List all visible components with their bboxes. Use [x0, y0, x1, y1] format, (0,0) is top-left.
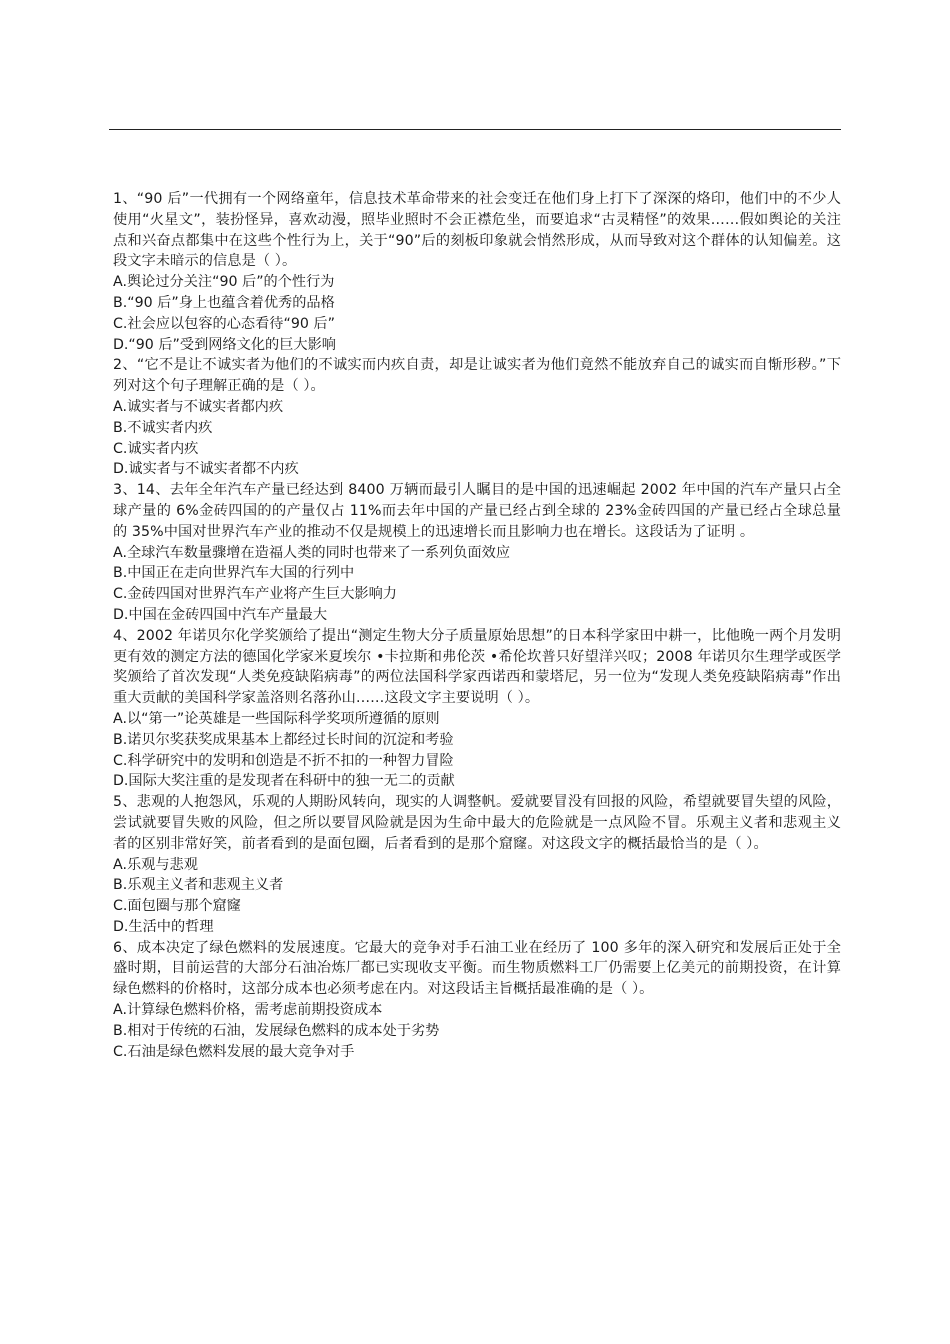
option-b: B.中国正在走向世界汽车大国的行列中	[113, 565, 355, 582]
question-5	[113, 792, 841, 938]
option-b: B.诺贝尔奖获奖成果基本上都经过长时间的沉淀和考验	[113, 731, 454, 748]
question-2	[113, 355, 841, 480]
option-a: A.舆论过分关注“90 后”的个性行为	[113, 274, 335, 291]
question-4	[113, 626, 841, 792]
option-d: D.诚实者与不诚实者都不内疚	[113, 461, 299, 478]
option-c: C.诚实者内疚	[113, 440, 199, 457]
document-body	[113, 189, 841, 1062]
header-rule	[109, 129, 841, 130]
option-c: C.金砖四国对世界汽车产业将产生巨大影响力	[113, 586, 397, 603]
question-3	[113, 480, 841, 626]
option-d: D.国际大奖注重的是发现者在科研中的独一无二的贡献	[113, 773, 455, 790]
option-a: A.以“第一”论英雄是一些国际科学奖项所遵循的原则	[113, 710, 440, 727]
option-c: C.社会应以包容的心态看待“90 后”	[113, 315, 335, 332]
question-stem: 3、14、去年全年汽车产量已经达到 8400 万辆而最引人瞩目的是中国的迅速崛起 2002 年中国的汽车产量只占全球产量的 6%金砖四国的的产量仅占 11%而去年中国的产量已经占到全球的 23%金砖四国的产量已经占全球总量的 35%中国对世界汽车产业的推动不仅是规模上的迅速增长而且影响力也在增长。这段话为了证明 。	[113, 482, 841, 540]
option-d: D.“90 后”受到网络文化的巨大影响	[113, 336, 336, 353]
question-6	[113, 938, 841, 1063]
option-a: A.乐观与悲观	[113, 856, 198, 873]
option-c: C.面包圈与那个窟窿	[113, 898, 241, 915]
option-a: A.诚实者与不诚实者都内疚	[113, 398, 284, 415]
option-c: C.科学研究中的发明和创造是不折不扣的一种智力冒险	[113, 752, 454, 769]
option-d: D.生活中的哲理	[113, 918, 214, 935]
option-b: B.不诚实者内疚	[113, 419, 213, 436]
question-stem: 6、成本决定了绿色燃料的发展速度。它最大的竞争对手石油工业在经历了 100 多年的深入研究和发展后正处于全盛时期，目前运营的大部分石油冶炼厂都已实现收支平衡。而生物质燃料工厂仍需要上亿美元的前期投资，在计算绿色燃料的价格时，这部分成本也必须考虑在内。对这段话主旨概括最准确的是（ ）。	[113, 939, 841, 998]
option-a: A.全球汽车数量骤增在造福人类的同时也带来了一系列负面效应	[113, 544, 511, 561]
option-a: A.计算绿色燃料价格，需考虑前期投资成本	[113, 1002, 383, 1019]
question-1	[113, 189, 841, 355]
question-stem: 4、2002 年诺贝尔化学奖颁给了提出“测定生物大分子质量原始思想”的日本科学家田中耕一，比他晚一两个月发明更有效的测定方法的德国化学家米夏埃尔 •卡拉斯和弗伦茨 •希伦坎普只好望洋兴叹；2008 年诺贝尔生理学或医学奖颁给了首次发现“人类免疫缺陷病毒”的两位法国科学家西诺西和蒙塔尼，另一位为“发现人类免疫缺陷病毒”作出重大贡献的美国科学家盖洛则名落孙山……这段文字主要说明（ ）。	[113, 627, 841, 707]
question-stem: 1、“90 后”一代拥有一个网络童年，信息技术革命带来的社会变迁在他们身上打下了深深的烙印，他们中的不少人使用“火星文”，装扮怪异，喜欢动漫，照毕业照时不会正襟危坐，而要追求“古灵精怪”的效果……假如舆论的关注点和兴奋点都集中在这些个性行为上，关于“90”后的刻板印象就会悄然形成，从而导致对这个群体的认知偏差。这段文字未暗示的信息是（ ）。	[113, 191, 841, 270]
option-b: B.相对于传统的石油，发展绿色燃料的成本处于劣势	[113, 1022, 440, 1039]
question-stem: 5、悲观的人抱怨风，乐观的人期盼风转向，现实的人调整帆。爱就要冒没有回报的风险，希望就要冒失望的风险，尝试就要冒失败的风险，但之所以要冒风险就是因为生命中最大的危险就是一点风险不冒。乐观主义者和悲观主义者的区别非常好笑，前者看到的是面包圈，后者看到的是那个窟窿。对这段文字的概括最恰当的是（ ）。	[113, 794, 841, 852]
question-stem: 2、“它不是让不诚实者为他们的不诚实而内疚自责，却是让诚实者为他们竟然不能放弃自己的诚实而自惭形秽。”下列对这个句子理解正确的是（ ）。	[113, 357, 841, 395]
option-b: B.“90 后”身上也蕴含着优秀的品格	[113, 294, 335, 311]
option-d: D.中国在金砖四国中汽车产量最大	[113, 606, 328, 623]
option-c: C.石油是绿色燃料发展的最大竞争对手	[113, 1043, 355, 1060]
option-b: B.乐观主义者和悲观主义者	[113, 877, 284, 894]
